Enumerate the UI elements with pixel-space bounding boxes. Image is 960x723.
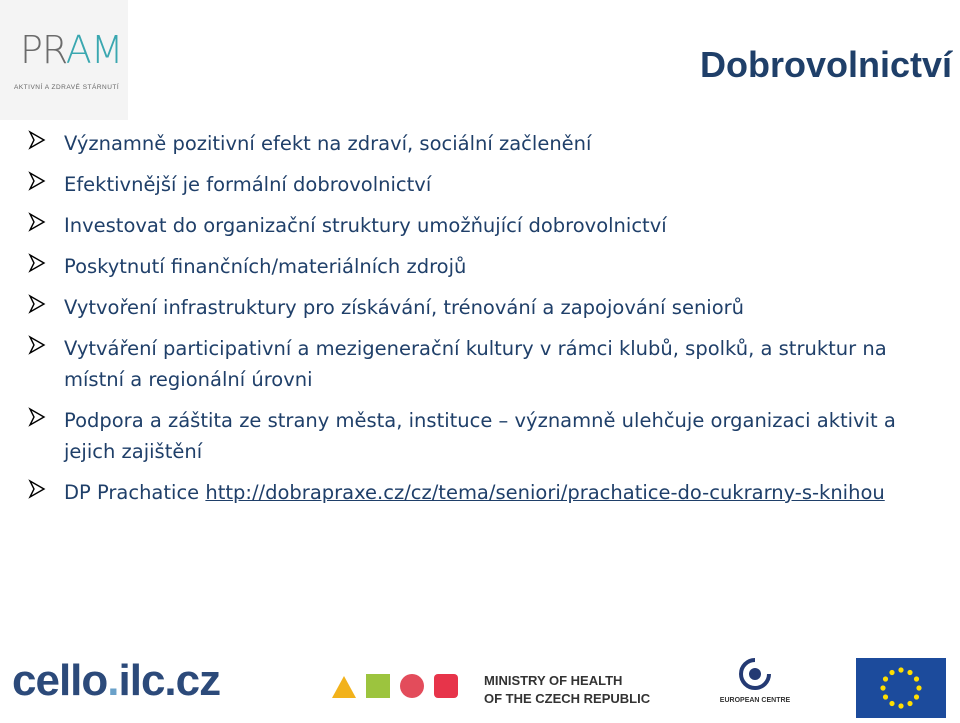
cello-logo: cello.ilc.cz bbox=[12, 656, 221, 705]
pram-logo bbox=[0, 0, 128, 120]
arrow-bullet-icon bbox=[28, 128, 64, 155]
logo-subtitle: AKTIVNÍ A ZDRAVÉ STÁRNUTÍ bbox=[14, 84, 120, 91]
eu-flag bbox=[856, 658, 946, 718]
colored-shapes-logo bbox=[330, 672, 460, 700]
ministry-logo: MINISTRY OF HEALTH OF THE CZECH REPUBLIC bbox=[484, 673, 651, 706]
arrow-bullet-icon bbox=[28, 477, 64, 504]
shape-icon bbox=[330, 672, 358, 700]
arrow-bullet-icon bbox=[28, 333, 64, 360]
eu-stars-icon bbox=[856, 658, 946, 718]
logo-wordmark: PRAM bbox=[20, 28, 123, 72]
footer-logos bbox=[0, 650, 960, 723]
list-item: Poskytnutí finančních/materiálních zdrojů bbox=[28, 251, 933, 282]
prachatice-label: DP Prachatice bbox=[64, 481, 206, 504]
list-item: Vytvoření infrastruktury pro získávání, trénování a zapojování seniorů bbox=[28, 292, 933, 323]
page-title: Dobrovolnictví bbox=[699, 44, 952, 85]
arrow-bullet-icon bbox=[28, 251, 64, 278]
list-item: Významně pozitivní efekt na zdraví, sociální začlenění bbox=[28, 128, 933, 159]
list-item: Investovat do organizační struktury umožňující dobrovolnictví bbox=[28, 210, 933, 241]
arrow-bullet-icon bbox=[28, 405, 64, 432]
prachatice-link[interactable]: http://dobrapraxe.cz/cz/tema/seniori/prachatice-do-cukrarny-s-knihou bbox=[205, 481, 885, 504]
arrow-bullet-icon bbox=[28, 292, 64, 319]
bullet-list bbox=[28, 128, 933, 518]
swirl-icon bbox=[735, 656, 775, 692]
shape-icon bbox=[432, 672, 460, 700]
european-centre-logo: EUROPEAN CENTRE bbox=[705, 656, 805, 704]
list-item bbox=[28, 477, 933, 508]
shape-icon bbox=[398, 672, 426, 700]
arrow-bullet-icon bbox=[28, 210, 64, 237]
list-item: Efektivnější je formální dobrovolnictví bbox=[28, 169, 933, 200]
shape-icon bbox=[364, 672, 392, 700]
list-item: Podpora a záštita ze strany města, instituce – významně ulehčuje organizaci aktivit a jejich zajištění bbox=[28, 405, 933, 467]
list-item: Vytváření participativní a mezigenerační kultury v rámci klubů, spolků, a struktur na místní a regionální úrovni bbox=[28, 333, 933, 395]
arrow-bullet-icon bbox=[28, 169, 64, 196]
